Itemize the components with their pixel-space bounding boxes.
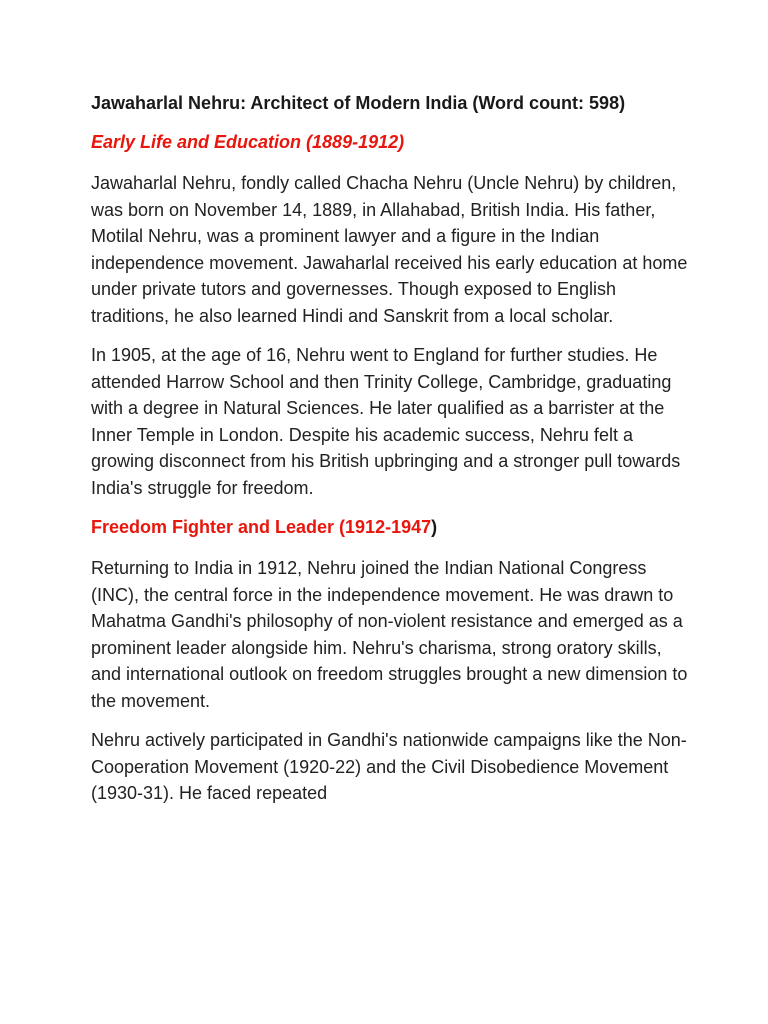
section-heading-freedom-fighter (91, 514, 691, 541)
paragraph-early-life-2: In 1905, at the age of 16, Nehru went to England for further studies. He attended Harrow School and then Trinity College, Cambridge, graduating with a degree in Natural Sciences. He later qualified as a barrister at the Inner Temple in London. Despite his academic success, Nehru felt a growing disconnect from his British upbringing and a stronger pull towards India's struggle for freedom. (91, 345, 681, 498)
section-heading-freedom-fighter-text: Freedom Fighter and Leader (1912-1947 (91, 517, 432, 537)
paragraph-early-life-1: Jawaharlal Nehru, fondly called Chacha Nehru (Uncle Nehru) by children, was born on November 14, 1889, in Allahabad, British India. His father, Motilal Nehru, was a prominent lawyer and a figure in the Indian independence movement. Jawaharlal received his early education at home under private tutors and governesses. Though exposed to English traditions, he also learned Hindi and Sanskrit from a local scholar. (91, 173, 688, 326)
section-heading-freedom-fighter-tail: ) (431, 517, 438, 537)
document-title: Jawaharlal Nehru: Architect of Modern India (Word count: 598) (91, 93, 626, 113)
paragraph-freedom-fighter-1: Returning to India in 1912, Nehru joined the Indian National Congress (INC), the central force in the independence movement. He was drawn to Mahatma Gandhi's philosophy of non-violent resistance and emerged as a prominent leader alongside him. Nehru's charisma, strong oratory skills, and international outlook on freedom struggles brought a new dimension to the movement. (91, 558, 688, 711)
paragraph-freedom-fighter-2: Nehru actively participated in Gandhi's nationwide campaigns like the Non-Cooperation Movement (1920-22) and the Civil Disobedience Movement (1930-31). He faced repeated (91, 730, 687, 803)
document-page (91, 90, 691, 807)
section-heading-early-life: Early Life and Education (1889-1912) (91, 132, 405, 152)
